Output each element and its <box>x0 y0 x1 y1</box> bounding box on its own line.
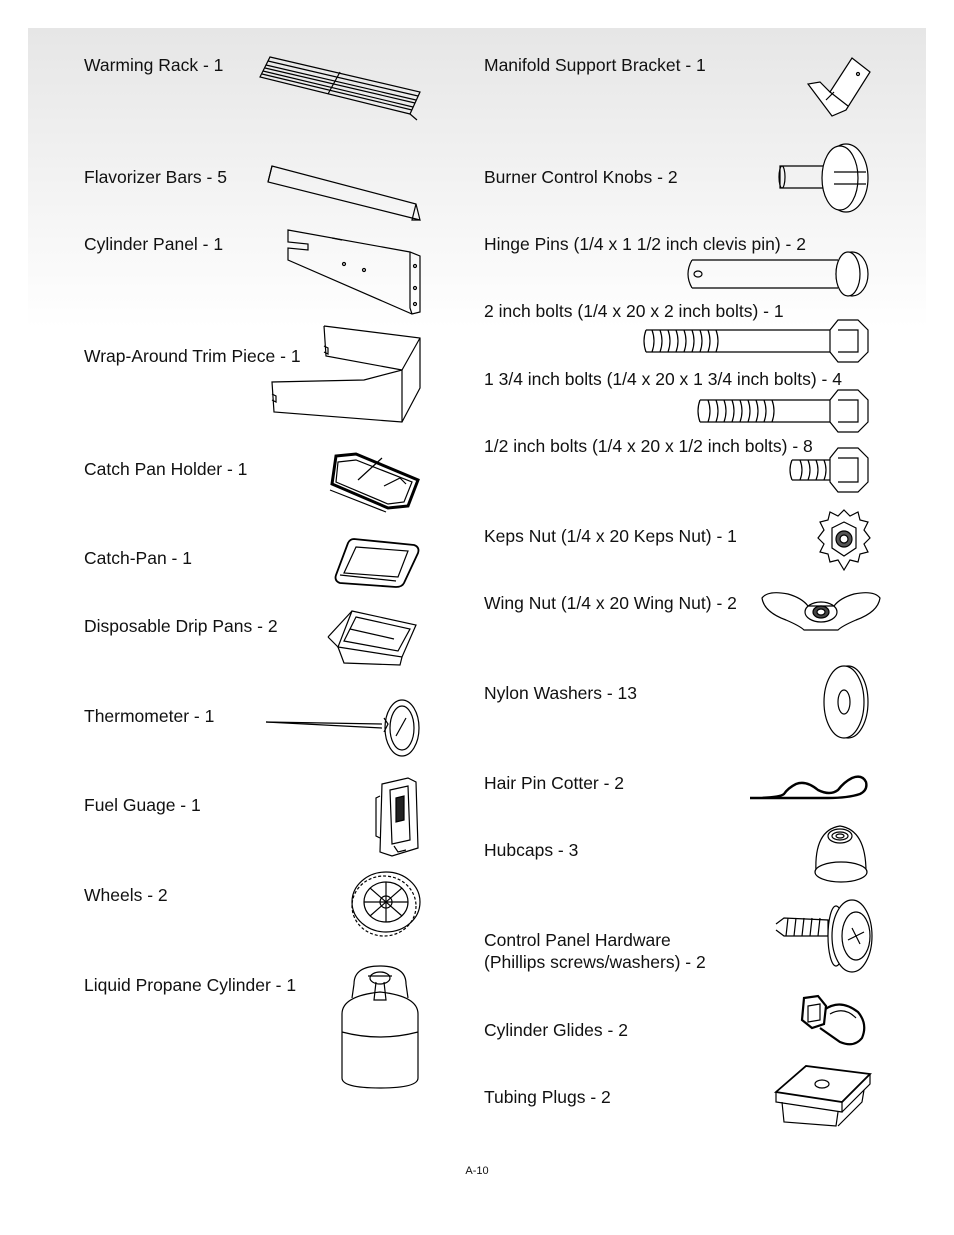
part-label-hinge-pins: Hinge Pins (1/4 x 1 1/2 inch clevis pin) - 2 <box>484 234 806 254</box>
cylinder-glide-icon <box>796 992 868 1050</box>
part-label-1-2in-bolts: 1/2 inch bolts (1/4 x 20 x 1/2 inch bolts) - 8 <box>484 436 813 456</box>
flavorizer-bar-icon <box>266 162 422 224</box>
bolt-1-3-4in-icon <box>696 388 870 436</box>
part-label-catch-pan: Catch-Pan - 1 <box>84 548 192 568</box>
bolt-2in-icon <box>642 316 870 364</box>
part-label-keps-nut: Keps Nut (1/4 x 20 Keps Nut) - 1 <box>484 526 737 546</box>
part-label-drip-pans: Disposable Drip Pans - 2 <box>84 616 278 636</box>
propane-cylinder-icon <box>338 962 422 1092</box>
warming-rack-icon <box>255 52 425 124</box>
wheel-icon <box>346 870 422 940</box>
cylinder-panel-icon <box>282 226 424 318</box>
thermometer-icon <box>264 696 424 760</box>
part-label-propane-cylinder: Liquid Propane Cylinder - 1 <box>84 975 297 995</box>
part-label-cylinder-panel: Cylinder Panel - 1 <box>84 234 224 254</box>
phillips-screw-washer-icon <box>772 896 876 976</box>
bolt-1-2in-icon <box>788 446 870 494</box>
control-knob-icon <box>778 142 872 214</box>
hinge-pin-icon <box>682 250 870 298</box>
part-label-control-panel-hardware-line2: (Phillips screws/washers) - 2 <box>484 952 706 972</box>
hubcap-icon <box>810 820 872 886</box>
part-label-warming-rack: Warming Rack - 1 <box>84 55 224 75</box>
nylon-washer-icon <box>820 662 870 742</box>
part-label-tubing-plugs: Tubing Plugs - 2 <box>484 1087 611 1107</box>
part-label-manifold-bracket: Manifold Support Bracket - 1 <box>484 55 706 75</box>
part-label-catch-pan-holder: Catch Pan Holder - 1 <box>84 459 248 479</box>
part-label-thermometer: Thermometer - 1 <box>84 706 215 726</box>
part-label-wrap-around-trim: Wrap-Around Trim Piece - 1 <box>84 346 301 366</box>
part-label-1-3-4in-bolts: 1 3/4 inch bolts (1/4 x 20 x 1 3/4 inch bolts) - 4 <box>484 369 842 389</box>
catch-pan-holder-icon <box>328 450 422 512</box>
tubing-plug-icon <box>772 1062 874 1128</box>
wing-nut-icon <box>758 586 884 638</box>
part-label-wheels: Wheels - 2 <box>84 885 168 905</box>
part-label-control-panel-hardware-line1: Control Panel Hardware <box>484 930 671 950</box>
part-label-2in-bolts: 2 inch bolts (1/4 x 20 x 2 inch bolts) - 1 <box>484 301 784 321</box>
hair-pin-cotter-icon <box>748 770 872 804</box>
part-label-fuel-gauge: Fuel Guage - 1 <box>84 795 201 815</box>
fuel-gauge-icon <box>372 776 422 858</box>
catch-pan-icon <box>332 535 422 591</box>
part-label-nylon-washers: Nylon Washers - 13 <box>484 683 638 703</box>
wrap-around-trim-icon <box>266 324 424 424</box>
part-label-wing-nut: Wing Nut (1/4 x 20 Wing Nut) - 2 <box>484 593 737 613</box>
part-label-flavorizer-bars: Flavorizer Bars - 5 <box>84 167 227 187</box>
part-label-cylinder-glides: Cylinder Glides - 2 <box>484 1020 628 1040</box>
part-label-hair-pin-cotter: Hair Pin Cotter - 2 <box>484 773 625 793</box>
manifold-bracket-icon <box>804 52 874 120</box>
drip-pan-icon <box>324 607 422 667</box>
part-label-hubcaps: Hubcaps - 3 <box>484 840 579 860</box>
page-number: A-10 <box>465 1165 489 1177</box>
part-label-control-knobs: Burner Control Knobs - 2 <box>484 167 678 187</box>
keps-nut-icon <box>816 508 872 574</box>
